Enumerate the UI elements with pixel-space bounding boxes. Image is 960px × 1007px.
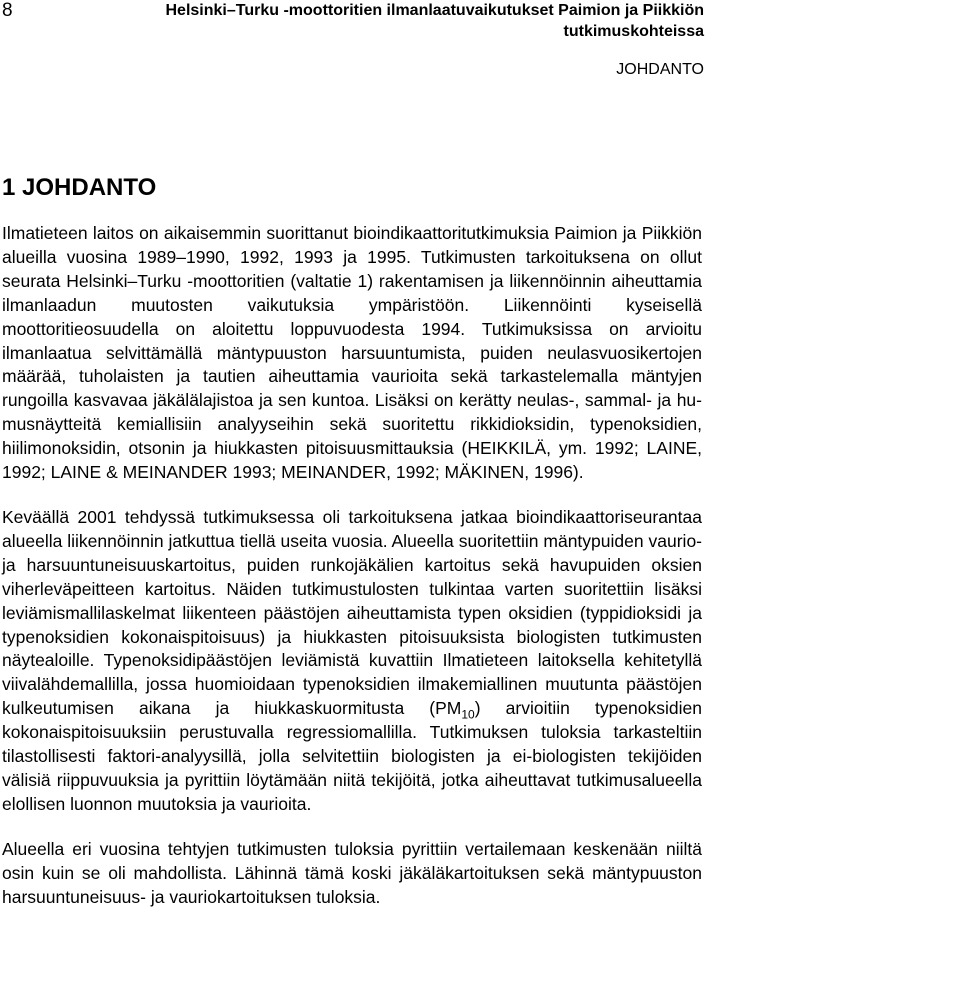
header-section: JOHDANTO [616,61,704,78]
paragraph-1: Ilmatieteen laitos on aikaisemmin suorittanut bioindikaattoritutkimuksia Paimion ja Piikkiön alueilla vuosina 1989–1990, 1992, 1993 ja 1995. Tutkimusten tarkoituksena on ollut seurata Helsinki–Turku -moottoritien (valtatie 1) rakentamisen ja liikennöinnin aiheuttamia ilmanlaadun muutosten vaikutuksia ympäristöön. Liikennöinti kyseisellä moottoritieosuudella on aloitettu loppuvuodesta 1994. Tutkimuksissa on arvioitu ilmanlaatua selvittämällä mäntypuuston harsuuntumista, puiden neulasvuosikertojen määrää, tuholaisten ja tautien aiheuttamia vaurioita sekä tarkastelemalla mäntyjen rungoilla kasvavaa jäkälälajistoa ja sen kuntoa. Lisäksi on kerätty neulas-, sammal- ja humusnäytteitä kemiallisiin analyyseihin sekä suoritettu rikkidioksidin, typenoksidien, hiilimonoksidin, otsonin ja hiukkasten pitoisuusmittauksia (HEIKKILÄ, ym. 1992; LAINE, 1992; LAINE & MEINANDER 1993; MEINANDER, 1992; MÄKINEN, 1996). [2,223,702,483]
section-heading: 1 JOHDANTO [2,174,157,201]
running-header [144,0,704,80]
header-title [144,0,704,42]
paragraph-2-part-2: ) arvioitiin typenoksidien kokonaispitoisuuksiin perustuvalla regressiomallilla. Tutkimuksen tuloksia tarkasteltiin tilastollisesti faktori-analyysillä, jolla selvitettiin biologisten ja ei-biologisten tekijöiden välisiä riippuvuuksia ja pyrittiin löytämään niitä tekijöitä, jotka aiheuttavat tutkimusalueella elollisen luonnon muutoksia ja vaurioita. [2,698,702,814]
header-title-line-2: tutkimuskohteissa [563,23,704,40]
paragraph-2 [2,506,702,817]
page-number: 8 [2,0,13,21]
header-title-line-1: Helsinki–Turku -moottoritien ilmanlaatuvaikutukset Paimion ja Piikkiön [165,2,704,19]
body-text [2,222,702,930]
pm-subscript: 10 [461,707,475,722]
paragraph-3: Alueella eri vuosina tehtyjen tutkimusten tuloksia pyrittiin vertailemaan keskenään niiltä osin kuin se oli mahdollista. Lähinnä tämä koski jäkäläkartoituksen sekä mäntypuuston harsuuntuneisuus- ja vauriokartoituksen tuloksia. [2,838,702,907]
paragraph-2-part-1: Keväällä 2001 tehdyssä tutkimuksessa oli tarkoituksena jatkaa bioindikaattoriseurantaa alueella liikennöinnin jatkuttua tiellä useita vuosia. Alueella suoritettiin mäntypuiden vaurio- ja harsuuntuneisuuskartoitus, puiden runkojäkälien kartoitus sekä havupuiden oksien viherleväpeitteen kartoitus. Näiden tutkimustulosten tulkintaa varten suoritettiin lisäksi leviämismallilaskelmat liikenteen päästöjen aiheuttamista typen oksidien (typpidioksidi ja typenoksidien kokonaispitoisuus) ja hiukkasten pitoisuuksista biologisten tutkimusten näytealoille. Typenoksidipäästöjen leviämistä kuvattiin Ilmatieteen laitoksella kehitetyllä viivalähdemallilla, jossa huomioidaan typenoksidien ilmakemiallinen muutunta päästöjen kulkeutumisen aikana ja hiukkaskuormitusta (PM [2,506,702,719]
